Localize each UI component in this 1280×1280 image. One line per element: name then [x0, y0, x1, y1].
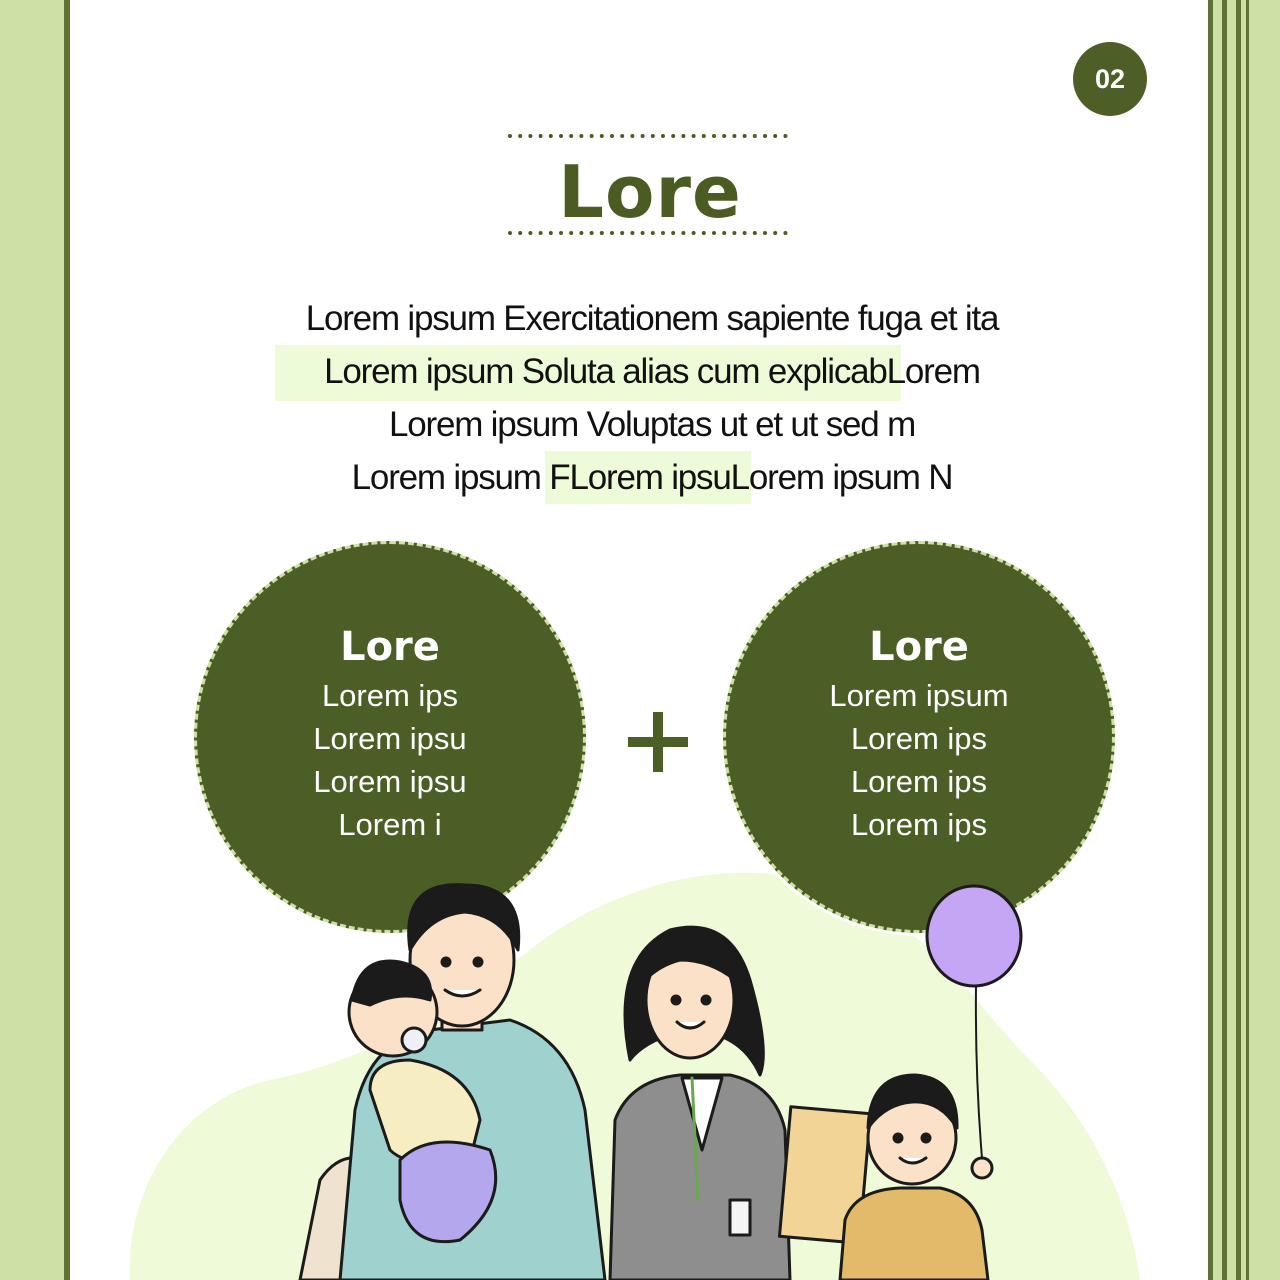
- page-card: [70, 0, 1208, 1280]
- intro-line: Lorem ipsum Voluptas ut et ut sed m: [388, 405, 916, 444]
- circle-item: Lorem ips: [321, 678, 459, 713]
- frame-line-right-3: [1236, 0, 1241, 1280]
- page-number-badge: 02: [1073, 42, 1147, 116]
- intro-line: Lorem ipsum Exercitationem sapiente fuga et ita: [305, 299, 999, 338]
- circle-item: Lorem ipsu: [313, 764, 467, 799]
- circle-item: Lorem i: [338, 807, 442, 842]
- frame-line-right-2: [1222, 0, 1227, 1280]
- family-illustration: [70, 0, 1208, 1280]
- frame-line-right-1: [1208, 0, 1213, 1280]
- circle-item: Lorem ipsu: [313, 721, 467, 756]
- circle-item: Lorem ips: [850, 807, 988, 842]
- circle-item: Lorem ipsum: [829, 678, 1009, 713]
- circle-item: Lorem ips: [850, 764, 988, 799]
- intro-line: Lorem ipsum FLorem ipsuLorem ipsum N: [70, 451, 1208, 504]
- circle-title: Lore: [340, 624, 440, 670]
- circle-title: Lore: [869, 624, 969, 670]
- intro-line: Lorem ipsum Soluta alias cum explicabLorem: [70, 345, 1208, 398]
- frame-line-right-4: [1246, 0, 1249, 1280]
- page-title: Lore: [558, 150, 742, 234]
- circle-item: Lorem ips: [850, 721, 988, 756]
